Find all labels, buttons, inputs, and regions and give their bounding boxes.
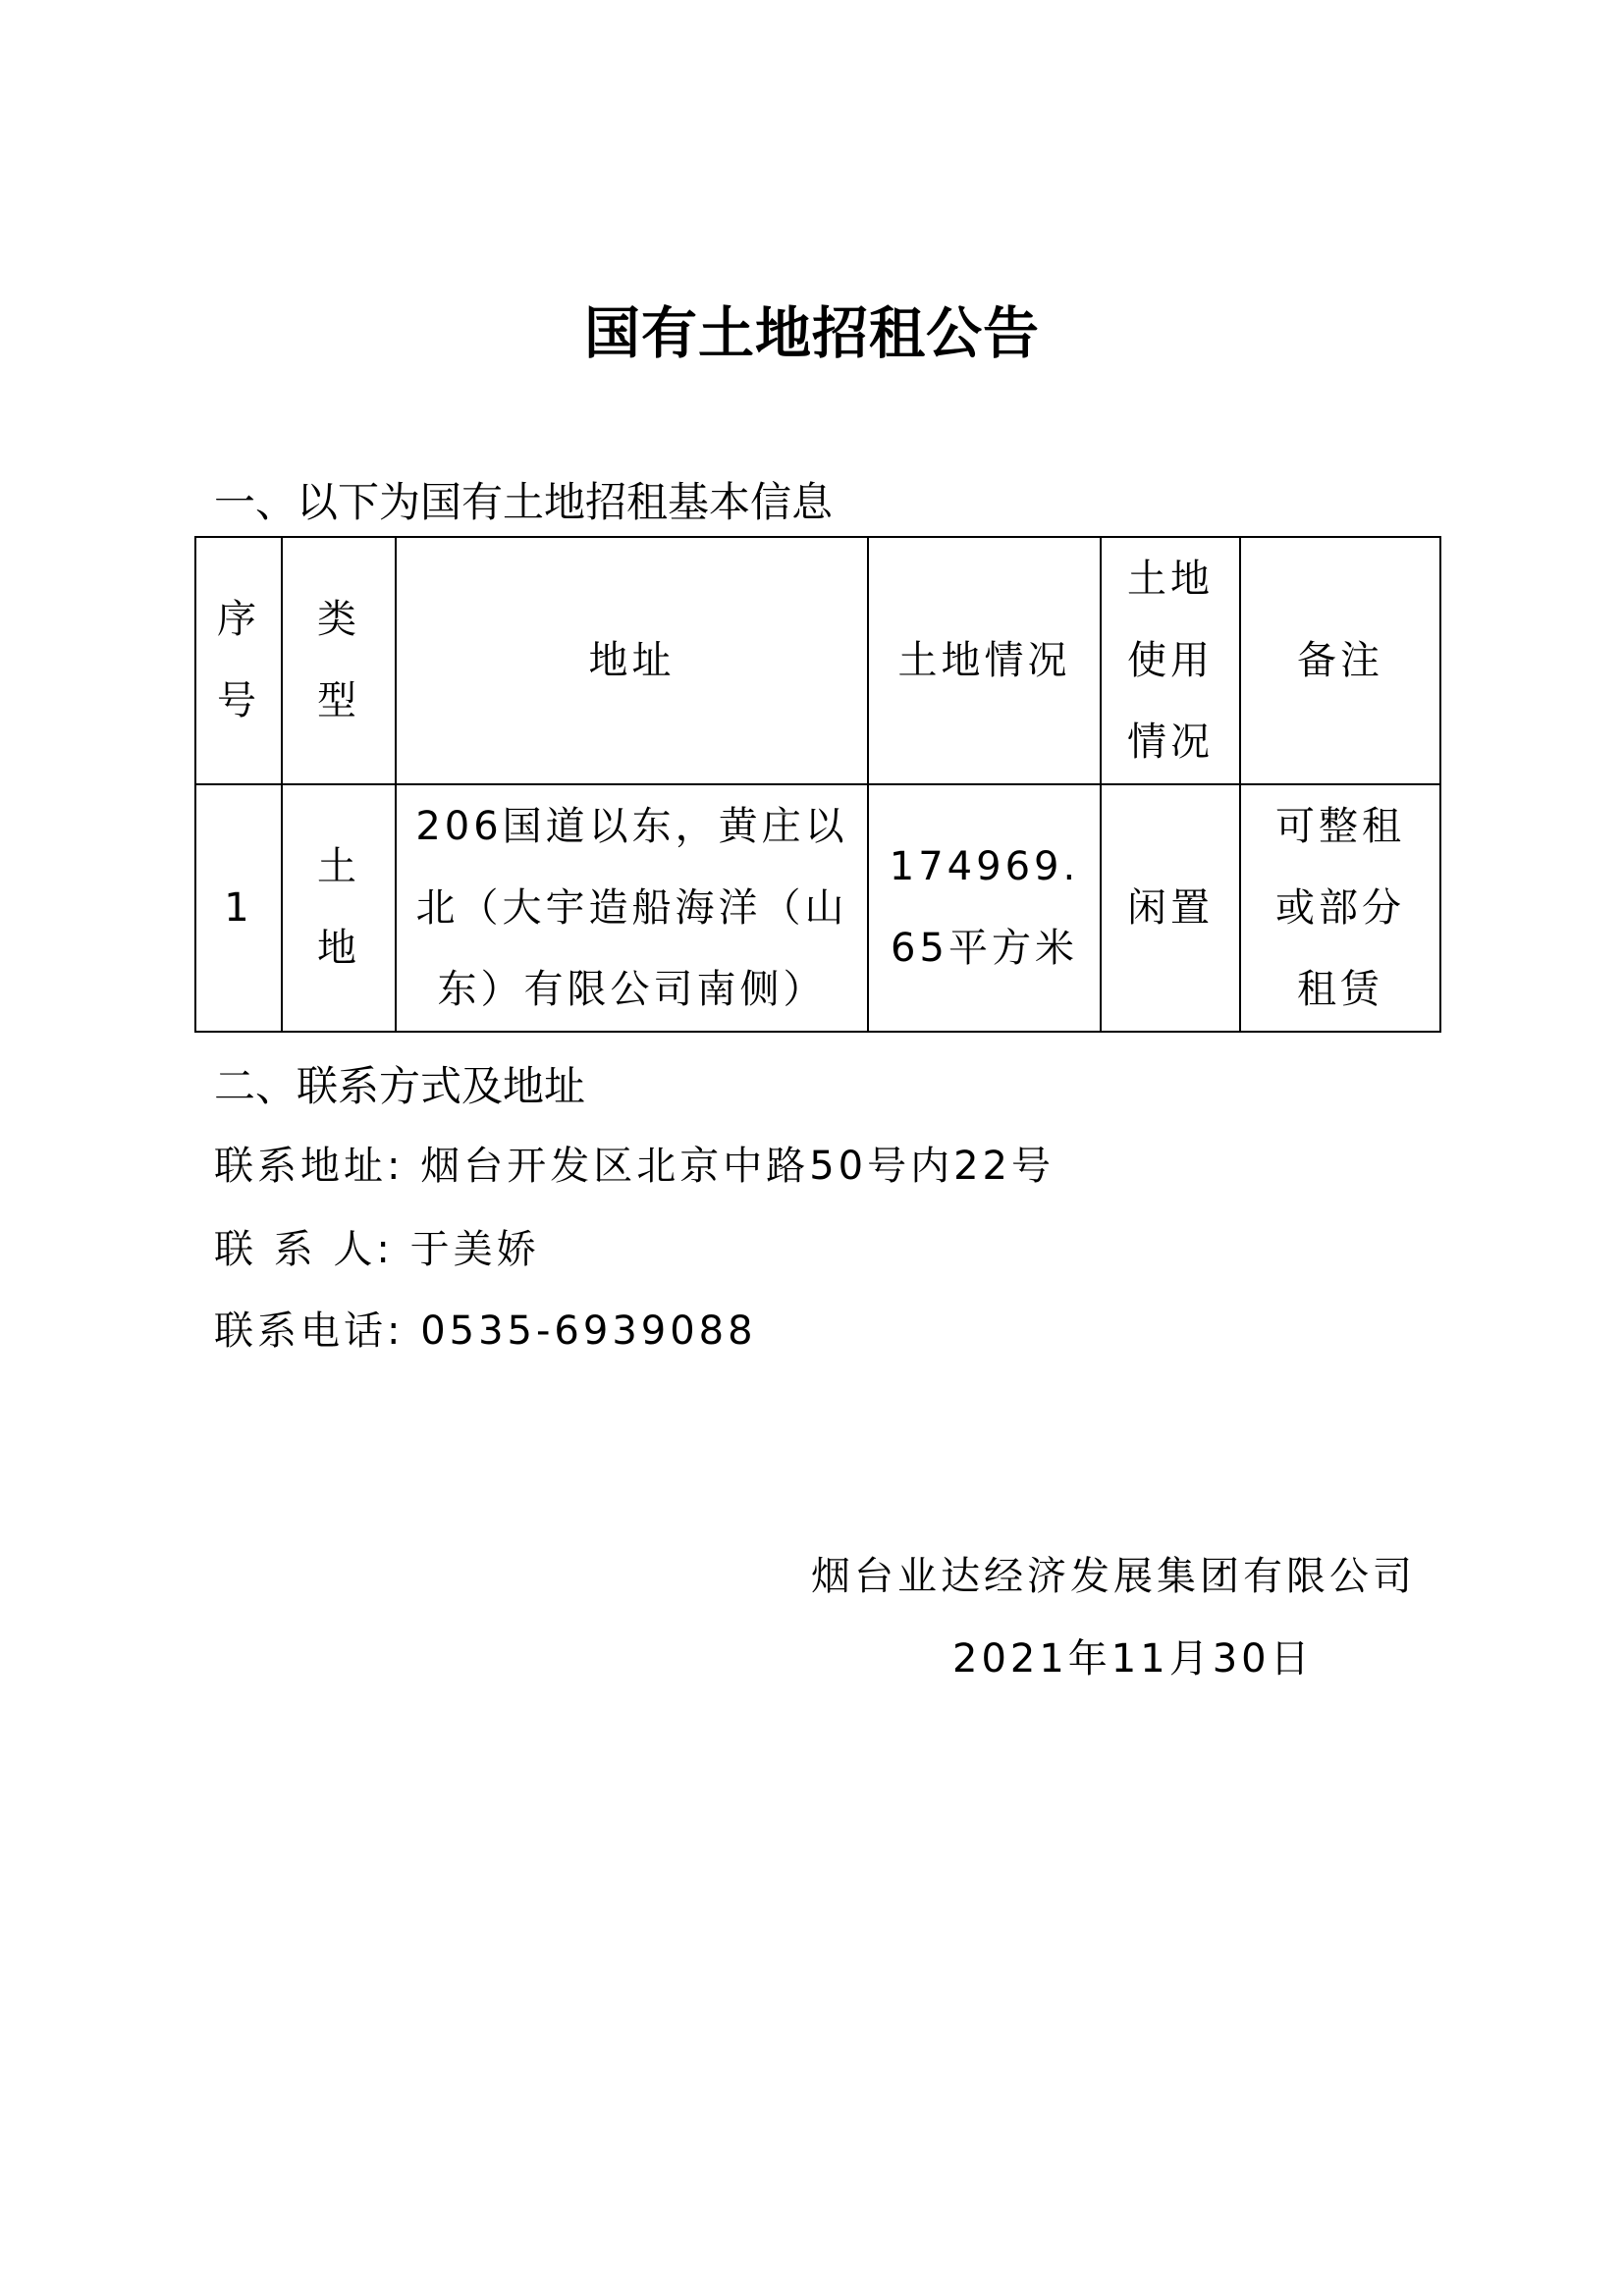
header-remarks: 备注: [1240, 537, 1440, 784]
section-heading-contact: 二、联系方式及地址: [214, 1062, 586, 1110]
section-heading-basic-info: 一、以下为国有土地招租基本信息: [214, 478, 834, 526]
contact-address-label: 联系地址:: [214, 1144, 405, 1189]
contact-phone-value: 0535-6939088: [420, 1308, 757, 1354]
land-info-table: [194, 536, 1441, 1033]
contact-person-value: 于美娇: [409, 1227, 540, 1272]
cell-usage-status: 闲置: [1101, 784, 1240, 1032]
cell-seq: 1: [195, 784, 282, 1032]
table-row: [195, 784, 1440, 1032]
cell-land-status: 174969.65平方米: [868, 784, 1101, 1032]
contact-address-line: [214, 1139, 1055, 1194]
header-address: 地址: [396, 537, 868, 784]
cell-remarks: 可整租或部分租赁: [1240, 784, 1440, 1032]
contact-person-label: 联 系 人:: [214, 1227, 394, 1272]
table-header-row: [195, 537, 1440, 784]
contact-phone-line: [214, 1304, 757, 1359]
contact-person-line: [214, 1222, 540, 1277]
header-land-status: 土地情况: [868, 537, 1101, 784]
header-usage-status: 土地使用情况: [1101, 537, 1240, 784]
issue-date: 2021年11月30日: [952, 1636, 1314, 1682]
issuing-organization: 烟台业达经济发展集团有限公司: [811, 1554, 1416, 1599]
cell-type: 土地: [282, 784, 396, 1032]
header-type: 类型: [282, 537, 396, 784]
cell-address: 206国道以东，黄庄以北（大宇造船海洋（山东）有限公司南侧）: [396, 784, 868, 1032]
contact-address-value: 烟台开发区北京中路50号内22号: [420, 1144, 1055, 1189]
document-title: 国有土地招租公告: [584, 301, 1040, 366]
header-seq: 序号: [195, 537, 282, 784]
contact-phone-label: 联系电话:: [214, 1308, 405, 1354]
